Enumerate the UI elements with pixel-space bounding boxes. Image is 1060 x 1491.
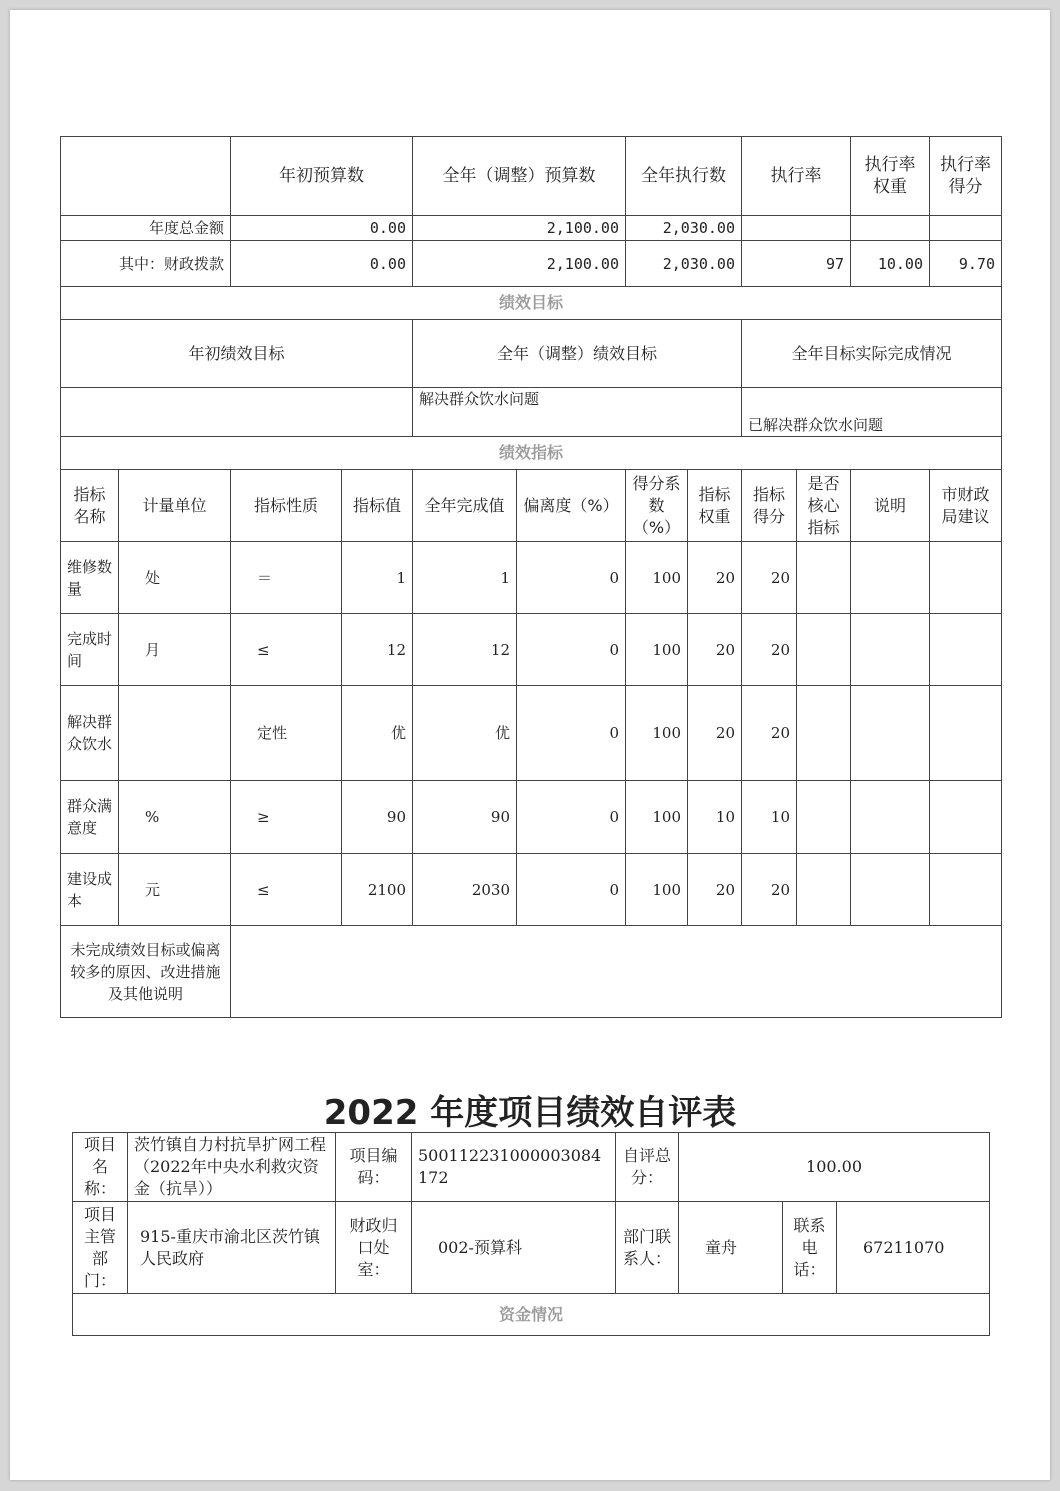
indicator-note [851,614,930,686]
goals-content-row [61,388,1002,437]
indicator-target: 12 [342,614,413,686]
document-page [10,10,1050,1480]
budget-initial-value: 0.00 [231,216,413,241]
indicator-name: 群众满意度 [61,781,119,854]
project-code-value: 500112231000003084172 [412,1133,616,1202]
indicator-actual: 优 [413,686,517,781]
budget-header-initial: 年初预算数 [231,137,413,216]
budget-row-total [61,216,1002,241]
indicator-unit: 元 [119,854,231,926]
budget-executed-value: 2,030.00 [626,216,742,241]
indicator-advice [930,542,1002,614]
budget-weight-value: 10.00 [851,241,930,287]
indicator-deviation: 0 [517,686,626,781]
indicators-section-title: 绩效指标 [61,437,1002,470]
reason-value [231,926,1002,1018]
indicator-row [61,686,1002,781]
indicator-advice [930,781,1002,854]
indicator-weight: 20 [688,854,742,926]
goals-header-actual: 全年目标实际完成情况 [742,320,1002,388]
indicator-deviation: 0 [517,781,626,854]
indicator-header-actual: 全年完成值 [413,470,517,542]
indicator-header-weight: 指标权重 [688,470,742,542]
budget-row-fiscal [61,241,1002,287]
goals-header-row [61,320,1002,388]
indicator-target: 2100 [342,854,413,926]
indicator-core [797,781,851,854]
indicator-header-advice: 市财政局建议 [930,470,1002,542]
dept-label: 项目主管部门： [73,1202,128,1294]
goals-header-initial: 年初绩效目标 [61,320,413,388]
budget-executed-value: 2,030.00 [626,241,742,287]
budget-adjusted-value: 2,100.00 [413,241,626,287]
indicator-name: 维修数量 [61,542,119,614]
indicator-score: 20 [742,614,797,686]
indicator-unit [119,686,231,781]
indicator-weight: 20 [688,686,742,781]
indicator-row [61,781,1002,854]
budget-corner-cell [61,137,231,216]
goals-adjusted-text: 解决群众饮水问题 [413,388,742,437]
indicator-header-name: 指标名称 [61,470,119,542]
goals-section-row [61,287,1002,320]
indicator-target: 优 [342,686,413,781]
indicator-row [61,614,1002,686]
goals-section-title: 绩效目标 [61,287,1002,320]
budget-rate-value: 97 [742,241,851,287]
funds-section-row [73,1294,990,1336]
indicator-name: 解决群众饮水 [61,686,119,781]
indicator-nature: 定性 [231,686,342,781]
indicator-deviation: 0 [517,854,626,926]
phone-label: 联系电话： [783,1202,837,1294]
budget-score-value: 9.70 [930,241,1002,287]
contact-value: 童舟 [679,1202,783,1294]
project-row-1 [73,1133,990,1202]
indicator-coef: 100 [626,781,688,854]
indicator-target: 90 [342,781,413,854]
self-score-value: 100.00 [679,1133,990,1202]
indicators-header-row [61,470,1002,542]
indicator-nature: ≥ [231,781,342,854]
indicator-note [851,542,930,614]
indicator-weight: 10 [688,781,742,854]
indicator-header-target: 指标值 [342,470,413,542]
indicator-target: 1 [342,542,413,614]
budget-header-weight: 执行率权重 [851,137,930,216]
budget-header-rate: 执行率 [742,137,851,216]
indicators-section-row [61,437,1002,470]
indicator-score: 20 [742,686,797,781]
budget-row-label: 其中：财政拨款 [61,241,231,287]
indicator-deviation: 0 [517,542,626,614]
indicator-core [797,686,851,781]
budget-adjusted-value: 2,100.00 [413,216,626,241]
indicator-name: 建设成本 [61,854,119,926]
contact-label: 部门联系人： [616,1202,679,1294]
budget-row-label: 年度总金额 [61,216,231,241]
indicator-score: 20 [742,542,797,614]
indicator-advice [930,854,1002,926]
indicator-unit: 月 [119,614,231,686]
budget-header-score: 执行率得分 [930,137,1002,216]
indicator-weight: 20 [688,614,742,686]
dept-value: 915-重庆市渝北区茨竹镇人民政府 [128,1202,336,1294]
indicator-note [851,781,930,854]
indicator-deviation: 0 [517,614,626,686]
budget-weight-value [851,216,930,241]
indicator-unit: % [119,781,231,854]
indicator-unit: 处 [119,542,231,614]
indicator-score: 10 [742,781,797,854]
project-code-label: 项目编码： [336,1133,412,1202]
finance-office-label: 财政归口处室： [336,1202,412,1294]
goals-initial-text [61,388,413,437]
indicator-core [797,614,851,686]
indicator-name: 完成时间 [61,614,119,686]
budget-rate-value [742,216,851,241]
form-title: 2022 年度项目绩效自评表 [323,1093,737,1133]
indicator-coef: 100 [626,542,688,614]
indicator-row [61,854,1002,926]
indicator-advice [930,686,1002,781]
budget-header-row [61,137,1002,216]
indicator-header-score: 指标得分 [742,470,797,542]
self-score-label: 自评总分： [616,1133,679,1202]
funds-section-title: 资金情况 [73,1294,990,1336]
indicator-header-nature: 指标性质 [231,470,342,542]
indicator-row [61,542,1002,614]
indicator-actual: 2030 [413,854,517,926]
budget-performance-table [60,136,1002,1018]
indicator-header-core: 是否核心指标 [797,470,851,542]
indicator-header-unit: 计量单位 [119,470,231,542]
budget-header-executed: 全年执行数 [626,137,742,216]
finance-office-value: 002-预算科 [412,1202,616,1294]
indicator-header-note: 说明 [851,470,930,542]
budget-score-value [930,216,1002,241]
budget-header-adjusted: 全年（调整）预算数 [413,137,626,216]
indicator-actual: 90 [413,781,517,854]
goals-header-adjusted: 全年（调整）绩效目标 [413,320,742,388]
indicator-note [851,686,930,781]
indicator-score: 20 [742,854,797,926]
project-row-2 [73,1202,990,1294]
indicator-actual: 12 [413,614,517,686]
indicator-actual: 1 [413,542,517,614]
indicator-weight: 20 [688,542,742,614]
indicator-core [797,542,851,614]
project-name-label: 项目名称： [73,1133,128,1202]
indicator-core [797,854,851,926]
indicator-coef: 100 [626,854,688,926]
goals-actual-text: 已解决群众饮水问题 [742,388,1002,437]
indicator-coef: 100 [626,686,688,781]
indicator-advice [930,614,1002,686]
reason-row [61,926,1002,1018]
phone-value: 67211070 [837,1202,990,1294]
indicator-note [851,854,930,926]
indicator-nature: ≤ [231,614,342,686]
project-info-table [72,1132,990,1336]
indicator-header-coef: 得分系数（%） [626,470,688,542]
budget-initial-value: 0.00 [231,241,413,287]
indicator-header-deviation: 偏离度（%） [517,470,626,542]
project-name-value: 茨竹镇自力村抗旱扩网工程（2022年中央水利救灾资金（抗旱）） [128,1133,336,1202]
indicator-coef: 100 [626,614,688,686]
indicator-nature: ≤ [231,854,342,926]
indicator-nature: ＝ [231,542,342,614]
reason-label: 未完成绩效目标或偏离较多的原因、改进措施及其他说明 [61,926,231,1018]
